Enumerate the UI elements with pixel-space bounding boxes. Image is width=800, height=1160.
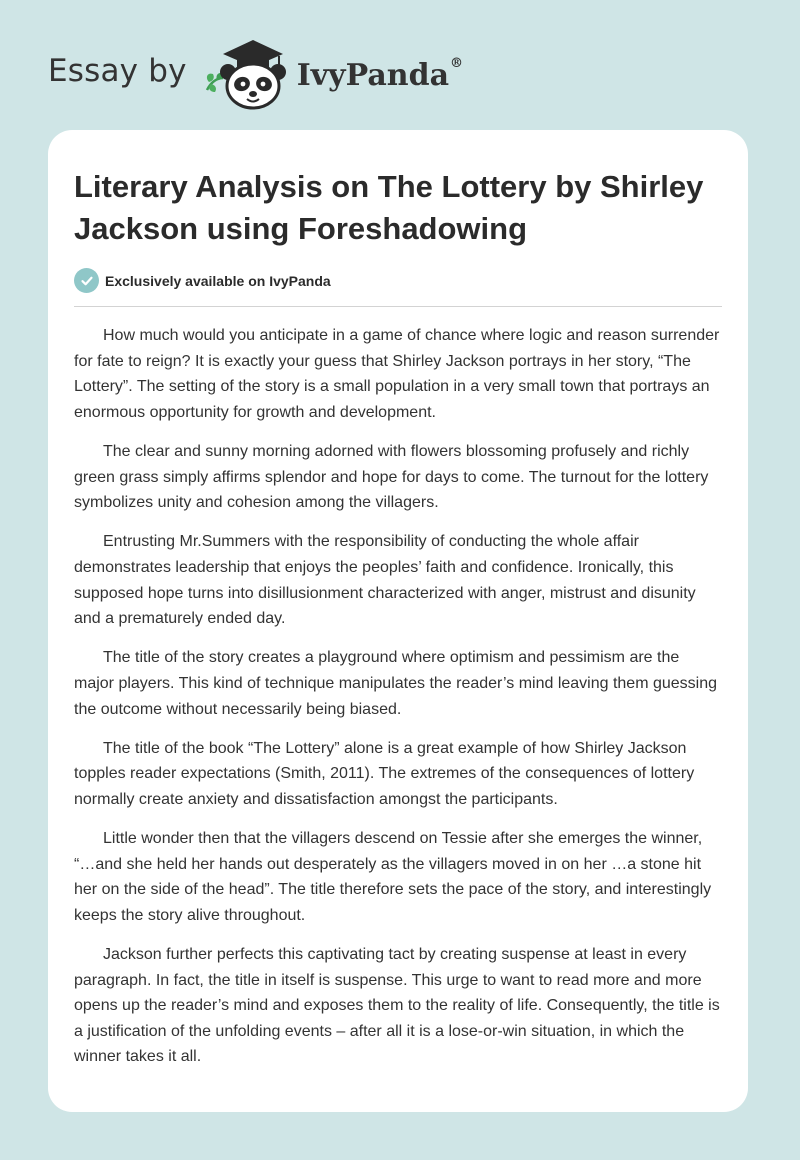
paragraph: The clear and sunny morning adorned with flowers blossoming profusely and richly green grass simply affirms splendor and hope for days to come. The turnout for the lottery symbolizes unity and cohesion among the villagers. (74, 442, 709, 512)
divider (74, 306, 722, 307)
brand-name[interactable] (296, 55, 464, 93)
essay-title: Literary Analysis on The Lottery by Shirley Jackson using Foreshadowing (74, 169, 704, 246)
essay-by-label: Essay by (48, 53, 187, 89)
paragraph: How much would you anticipate in a game of chance where logic and reason surrender for fate to reign? It is exactly your guess that Shirley Jackson portrays in her story, “The Lottery”. The setting of the story is a small population in a very small town that portrays an enormous opportunity for growth and development. (74, 327, 720, 421)
paragraph: The title of the story creates a playground where optimism and pessimism are the major players. This kind of technique manipulates the reader’s mind leaving them guessing the outcome without necessarily being biased. (74, 649, 718, 718)
essay-card (48, 130, 748, 1112)
check-circle-icon (74, 268, 99, 293)
site-header (48, 34, 463, 114)
trademark-symbol: ® (450, 55, 464, 71)
paragraph: Jackson further perfects this captivating tact by creating suspense at least in every paragraph. In fact, the title in itself is suspense. This urge to want to read more and more opens up the reader’s mind and exposes them to the reality of life. Consequently, the title is a justification of the unfolding events – after all it is a lose-or-win situation, in which the winner takes it all. (74, 946, 720, 1066)
paragraph: The title of the book “The Lottery” alone is a great example of how Shirley Jackson topples reader expectations (Smith, 2011). The extremes of the consequences of lottery normally create anxiety and dissatisfaction amongst the participants. (74, 739, 695, 808)
exclusive-badge (74, 268, 722, 293)
paragraph: Entrusting Mr.Summers with the responsibility of conducting the whole affair demonstrates leadership that enjoys the peoples’ faith and confidence. Ironically, this supposed hope turns into disillusionment characterized with anger, mistrust and disunity and a prematurely ended day. (74, 533, 696, 628)
essay-body (74, 323, 722, 1070)
brand-label: IvyPanda (296, 57, 450, 93)
panda-graduate-icon (201, 34, 293, 114)
exclusive-badge-label: Exclusively available on IvyPanda (105, 272, 331, 289)
paragraph: Little wonder then that the villagers descend on Tessie after she emerges the winner, “…and she held her hands out desperately as the villagers moved in on her …a stone hit her on the side of the head”. The title therefore sets the pace of the story, and interestingly keeps the story alive throughout. (74, 830, 712, 924)
